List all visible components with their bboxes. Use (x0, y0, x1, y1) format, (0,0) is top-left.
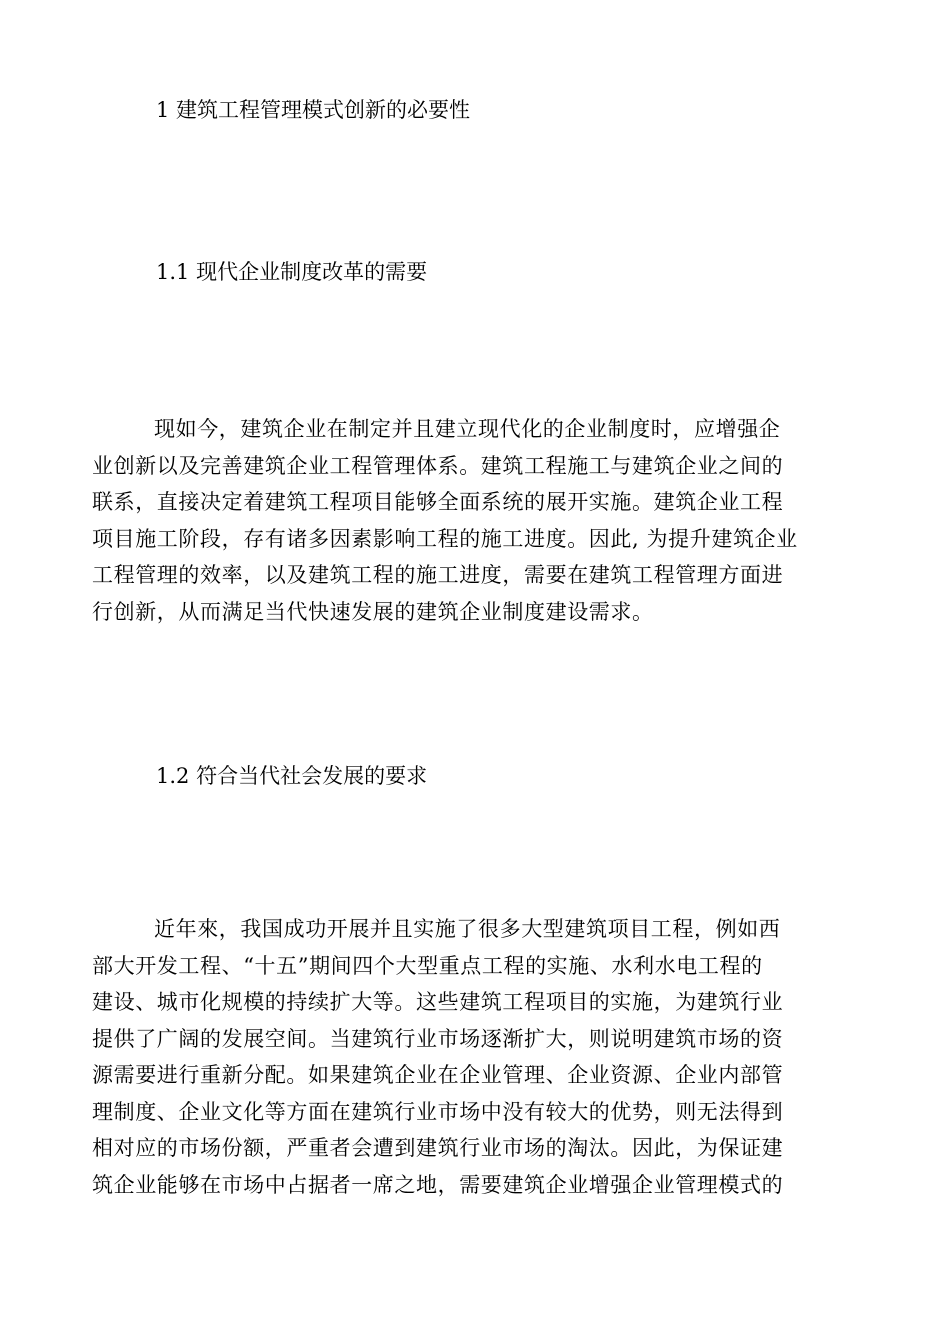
paragraph-line: 相对应的市场份额，严重者会遭到建筑行业市场的淘汰。因此，为保证建 (92, 1136, 784, 1160)
section-heading-1: 1 建筑工程管理模式创新的必要性 (156, 98, 471, 122)
paragraph-line: 提供了广阔的发展空间。当建筑行业市场逐渐扩大，则说明建筑市场的资 (92, 1026, 784, 1051)
subsection-heading-1-2: 1.2 符合当代社会发展的要求 (156, 764, 428, 788)
paragraph-line: 源需要进行重新分配。如果建筑企业在企业管理、企业资源、企业内部管 (92, 1063, 784, 1087)
subsection-heading-1-1: 1.1 现代企业制度改革的需要 (156, 260, 428, 284)
paragraph-line: 行创新，从而满足当代快速发展的建筑企业制度建设需求。 (92, 599, 654, 624)
paragraph-line: 筑企业能够在市场中占据者一席之地，需要建筑企业增强企业管理模式的 (92, 1172, 784, 1197)
paragraph-line: 建设、城市化规模的持续扩大等。这些建筑工程项目的实施，为建筑行业 (92, 990, 784, 1014)
paragraph-line: 部大开发工程、“十五”期间四个大型重点工程的实施、水利水电工程的 (92, 953, 763, 978)
paragraph-2 (92, 911, 860, 1203)
paragraph-line: 工程管理的效率，以及建筑工程的施工进度，需要在建筑工程管理方面进 (92, 563, 784, 587)
paragraph-1 (92, 411, 860, 630)
paragraph-line: 联系，直接决定着建筑工程项目能够全面系统的展开实施。建筑企业工程 (92, 490, 784, 514)
paragraph-line: 项目施工阶段，存有诸多因素影响工程的施工进度。因此, 为提升建筑企业 (92, 526, 798, 551)
paragraph-line: 业创新以及完善建筑企业工程管理体系。建筑工程施工与建筑企业之间的 (92, 453, 784, 478)
paragraph-line: 理制度、企业文化等方面在建筑行业市场中没有较大的优势，则无法得到 (92, 1099, 784, 1124)
paragraph-line: 近年來，我国成功开展并且实施了很多大型建筑项目工程，例如西 (154, 917, 781, 941)
paragraph-line: 现如今，建筑企业在制定并且建立现代化的企业制度时，应增强企 (154, 417, 781, 441)
